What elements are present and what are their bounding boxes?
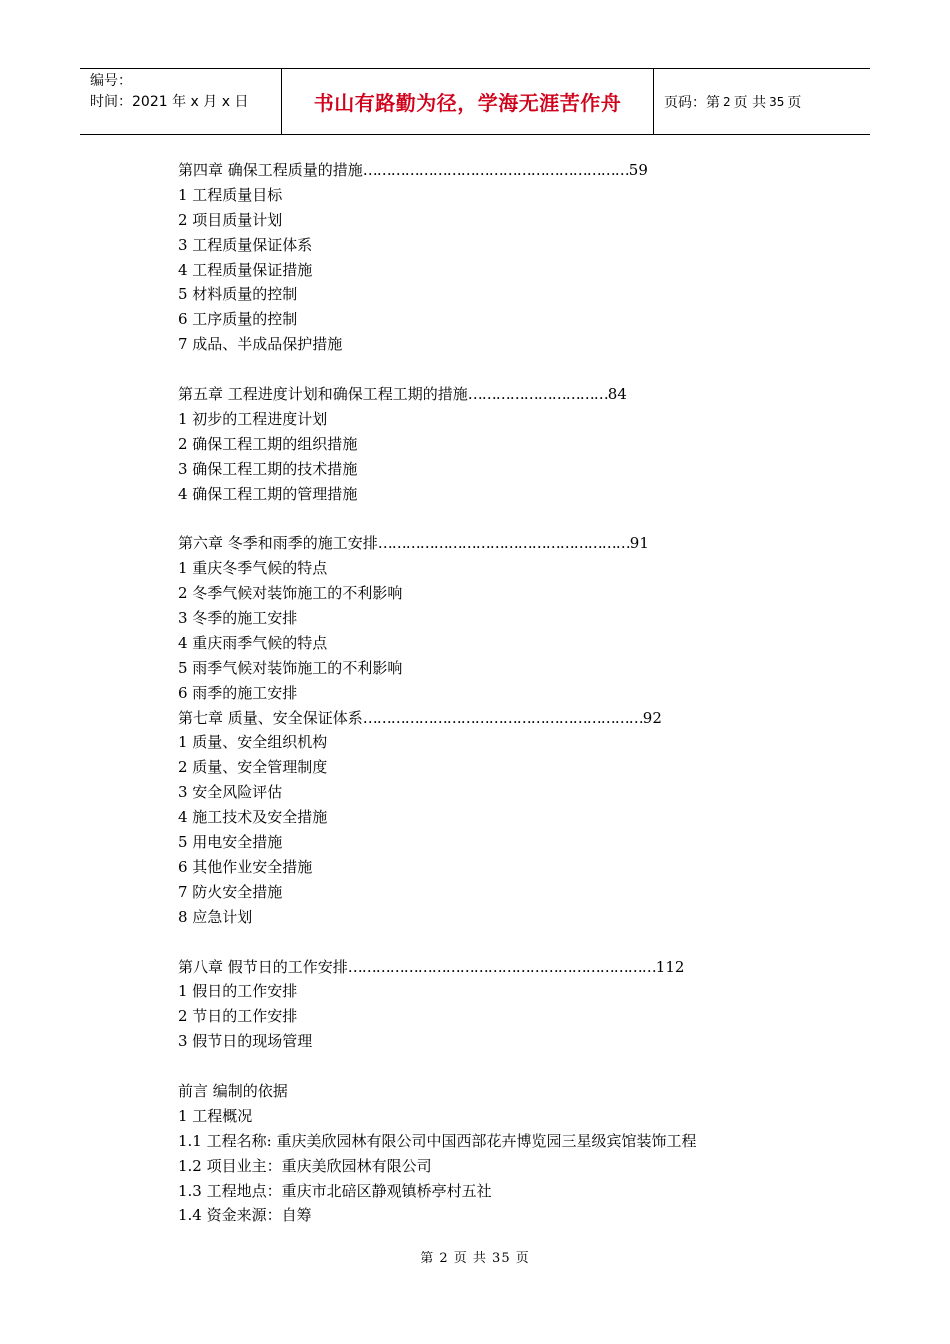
time-label: 时间：2021 年 x 月 x 日 [90, 94, 249, 110]
page-header [80, 68, 870, 135]
list-item: 4 施工技术及安全措施 [178, 808, 328, 827]
list-item: 2 确保工程工期的组织措施 [178, 434, 358, 453]
list-item: 6 其他作业安全措施 [178, 857, 313, 876]
list-item: 8 应急计划 [178, 907, 253, 926]
list-item: 3 工程质量保证体系 [178, 235, 313, 254]
list-item: 4 工程质量保证措施 [178, 260, 313, 279]
list-item: 7 成品、半成品保护措施 [178, 335, 343, 354]
toc-chapter-7-items [178, 730, 778, 929]
toc-chapter-6[interactable]: 第六章 冬季和雨季的施工安排………………………………………………91 [178, 534, 649, 553]
list-item: 5 材料质量的控制 [178, 285, 298, 304]
list-item: 1.3 工程地点：重庆市北碚区静观镇桥亭村五社 [178, 1181, 492, 1200]
list-item: 1 工程概况 [178, 1106, 253, 1125]
list-item: 3 安全风险评估 [178, 783, 283, 802]
list-item: 2 冬季气候对装饰施工的不利影响 [178, 584, 403, 603]
code-label: 编号： [90, 73, 132, 89]
toc-content [178, 158, 778, 1228]
list-item: 1 重庆冬季气候的特点 [178, 559, 328, 578]
list-item: 6 工序质量的控制 [178, 310, 298, 329]
toc-chapter-4[interactable]: 第四章 确保工程质量的措施…………………………………………………59 [178, 161, 648, 179]
list-item: 7 防火安全措施 [178, 882, 283, 901]
page-suffix: 页 [787, 94, 802, 111]
toc-chapter-5[interactable]: 第五章 工程进度计划和确保工程工期的措施…………………………84 [178, 385, 627, 404]
preface-lines [178, 1104, 778, 1228]
list-item: 6 雨季的施工安排 [178, 683, 298, 702]
page-total: 35 [769, 94, 785, 109]
toc-chapter-6-items [178, 556, 778, 705]
header-motto: 书山有路勤为径，学海无涯苦作舟 [282, 69, 654, 134]
list-item: 3 确保工程工期的技术措施 [178, 459, 358, 478]
list-item: 2 质量、安全管理制度 [178, 758, 328, 777]
preface-title: 前言 编制的依据 [178, 1081, 288, 1100]
list-item: 5 用电安全措施 [178, 833, 283, 852]
page-current: 2 [723, 94, 731, 109]
list-item: 1 质量、安全组织机构 [178, 733, 328, 752]
toc-chapter-5-items [178, 407, 778, 507]
list-item: 1 工程质量目标 [178, 185, 283, 204]
page-mid: 页 共 [733, 94, 767, 111]
list-item: 1 假日的工作安排 [178, 982, 298, 1001]
toc-chapter-8[interactable]: 第八章 假节日的工作安排…………………………………………………………112 [178, 957, 685, 976]
list-item: 1.1 工程名称: 重庆美欣园林有限公司中国西部花卉博览园三星级宾馆装饰工程 [178, 1131, 697, 1150]
toc-chapter-8-items [178, 979, 778, 1054]
list-item: 4 重庆雨季气候的特点 [178, 633, 328, 652]
list-item: 1.4 资金来源：自筹 [178, 1206, 312, 1225]
list-item: 1 初步的工程进度计划 [178, 409, 328, 428]
list-item: 3 冬季的施工安排 [178, 609, 298, 628]
list-item: 3 假节日的现场管理 [178, 1032, 313, 1051]
toc-chapter-4-items [178, 183, 778, 357]
page-footer: 第 2 页 共 35 页 [420, 1251, 530, 1266]
list-item: 1.2 项目业主：重庆美欣园林有限公司 [178, 1156, 432, 1175]
page-prefix: 页码：第 [664, 94, 720, 111]
header-page-info [654, 69, 870, 134]
list-item: 4 确保工程工期的管理措施 [178, 484, 358, 503]
header-meta [80, 69, 282, 134]
list-item: 2 项目质量计划 [178, 210, 283, 229]
list-item: 5 雨季气候对装饰施工的不利影响 [178, 658, 403, 677]
list-item: 2 节日的工作安排 [178, 1007, 298, 1026]
toc-chapter-7[interactable]: 第七章 质量、安全保证体系……………………………………………………92 [178, 708, 662, 727]
